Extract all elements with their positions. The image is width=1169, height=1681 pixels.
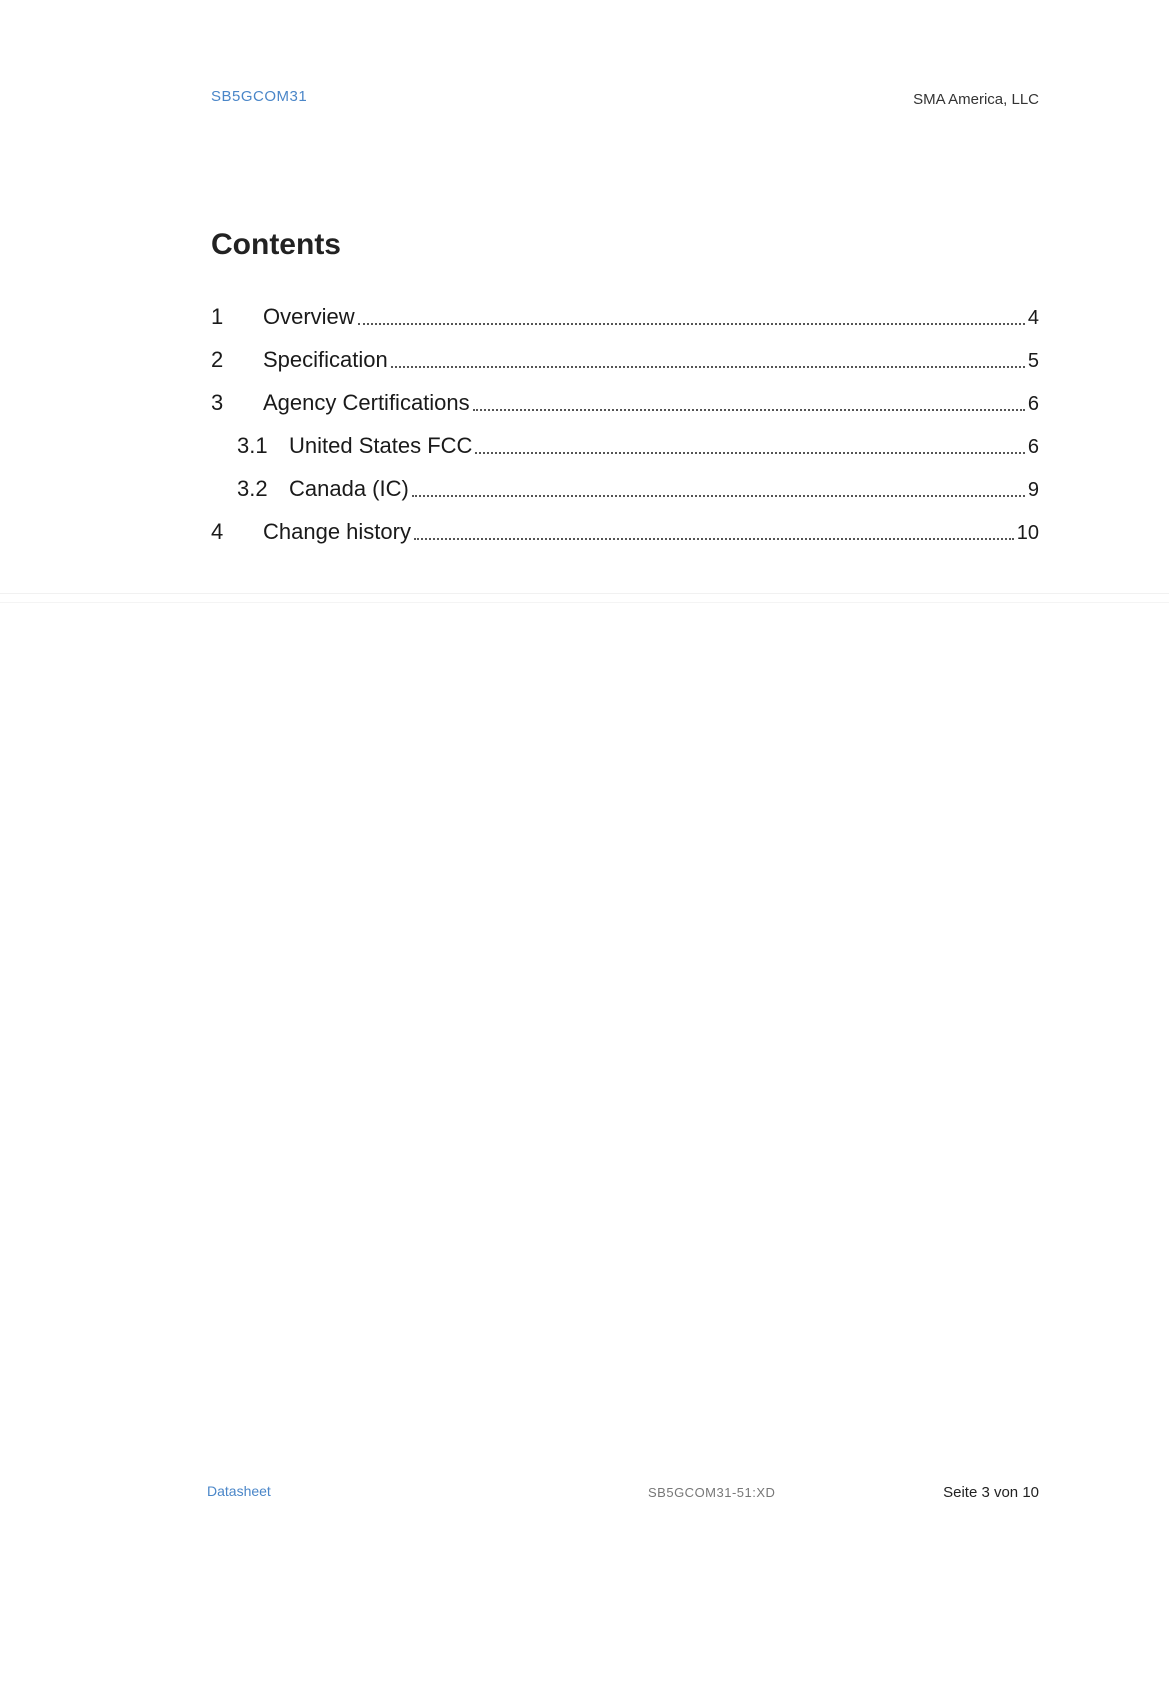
toc-entry-united-states-fcc[interactable] <box>211 427 1039 459</box>
page-divider <box>0 593 1169 603</box>
toc-entry-title: Specification <box>263 347 388 372</box>
toc-dot-leader <box>473 408 1025 411</box>
toc-entry-page: 9 <box>1027 479 1039 501</box>
toc-entry-canada-ic[interactable] <box>211 470 1039 502</box>
toc-entry-page: 4 <box>1027 307 1039 329</box>
toc-dot-leader <box>391 365 1025 368</box>
contents-title: Contents <box>211 228 341 261</box>
toc-entry-title: United States FCC <box>289 433 473 458</box>
toc-dot-leader <box>414 537 1014 540</box>
footer-page-number: Seite 3 von 10 <box>943 1484 1039 1501</box>
toc-dot-leader <box>412 494 1025 497</box>
toc-entry-number: 3 <box>211 390 224 415</box>
toc-entry-title: Overview <box>263 304 355 329</box>
toc-entry-number: 3.2 <box>237 476 268 501</box>
toc-entry-page: 10 <box>1016 522 1039 544</box>
toc-entry-agency-certifications[interactable] <box>211 384 1039 416</box>
header-company: SMA America, LLC <box>913 91 1039 108</box>
footer-document-type: Datasheet <box>207 1483 271 1499</box>
toc-entry-page: 6 <box>1027 436 1039 458</box>
toc-entry-page: 6 <box>1027 393 1039 415</box>
toc-entry-title: Agency Certifications <box>263 390 470 415</box>
toc-entry-specification[interactable] <box>211 341 1039 373</box>
toc-entry-page: 5 <box>1027 350 1039 372</box>
footer-document-code: SB5GCOM31-51:XD <box>648 1485 776 1500</box>
toc-entry-overview[interactable] <box>211 298 1039 330</box>
toc-entry-change-history[interactable] <box>211 513 1039 545</box>
toc-entry-title: Change history <box>263 519 411 544</box>
header-document-id: SB5GCOM31 <box>211 88 308 105</box>
toc-entry-title: Canada (IC) <box>289 476 409 501</box>
toc-entry-number: 4 <box>211 519 224 544</box>
toc-dot-leader <box>358 322 1025 325</box>
toc-entry-number: 1 <box>211 304 224 329</box>
toc-entry-number: 2 <box>211 347 224 372</box>
toc-dot-leader <box>475 451 1024 454</box>
toc-entry-number: 3.1 <box>237 433 268 458</box>
